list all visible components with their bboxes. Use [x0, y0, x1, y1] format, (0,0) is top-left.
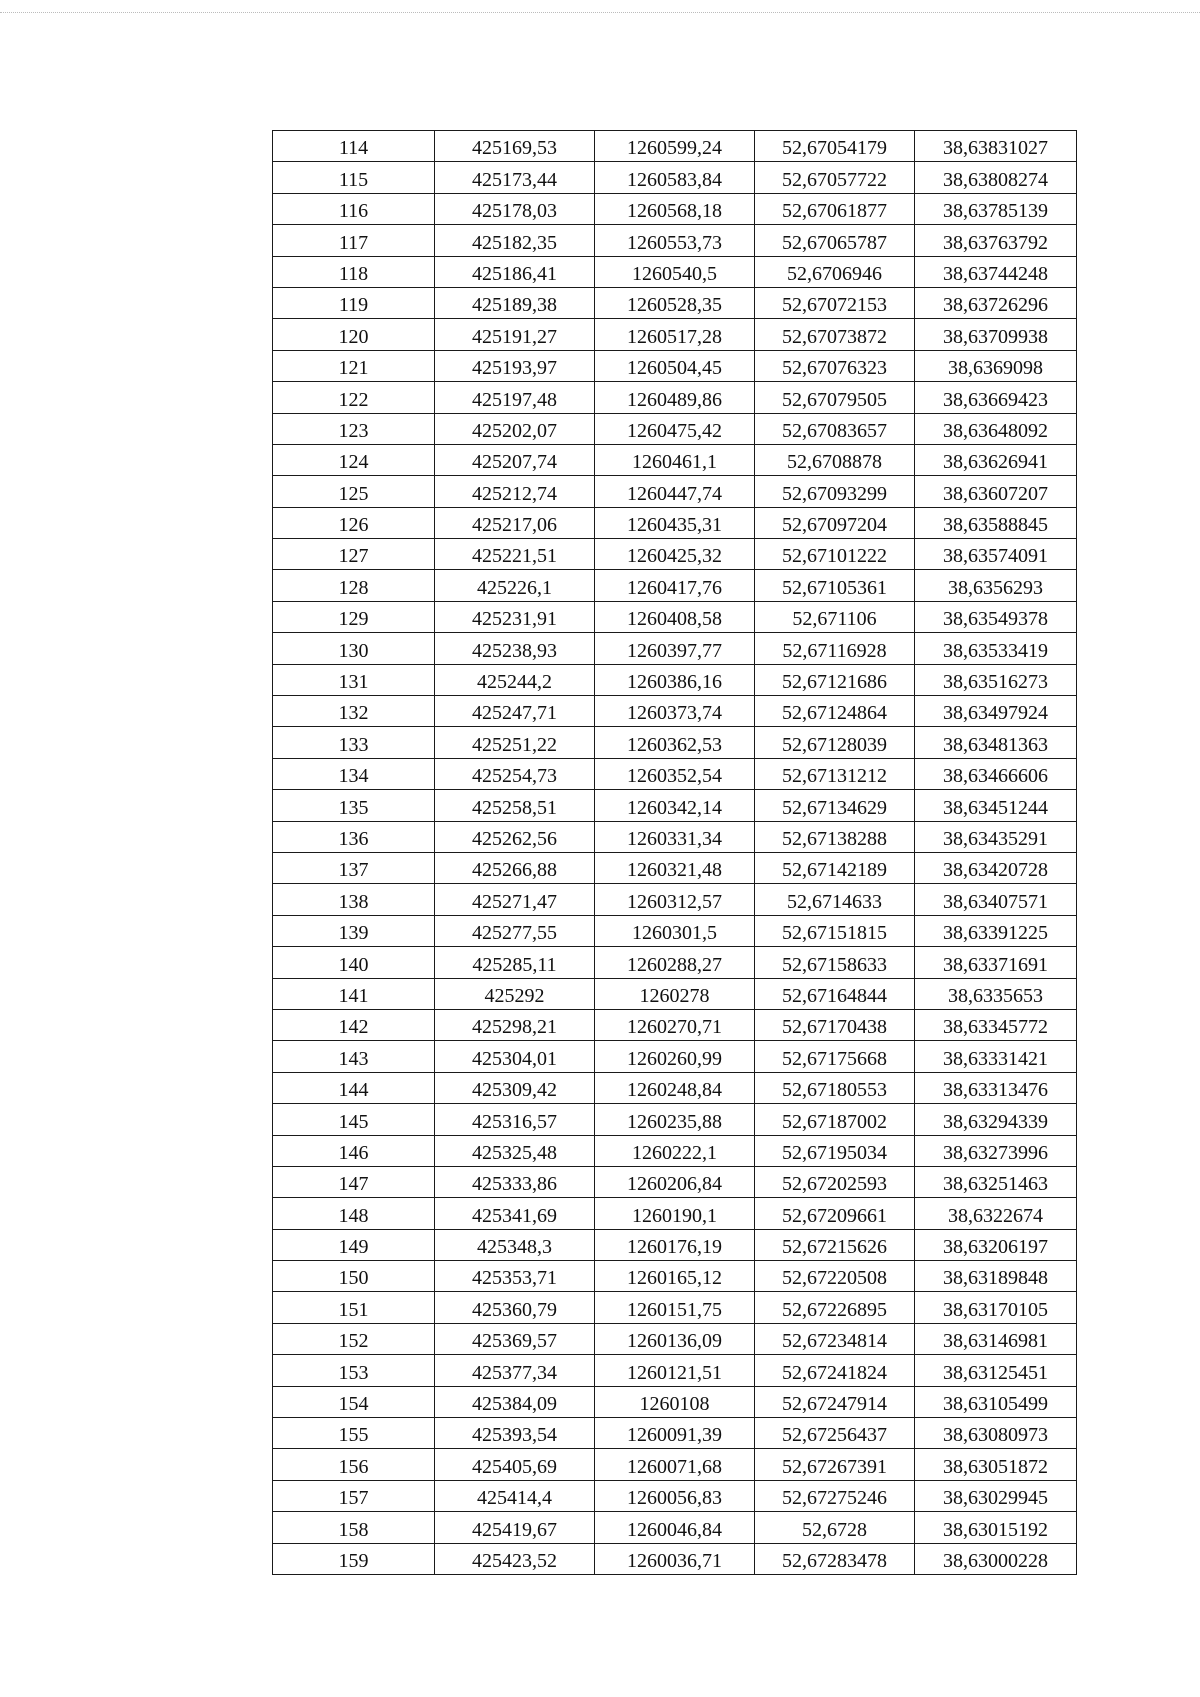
y-coordinate-cell: 1260321,48 — [595, 852, 755, 883]
point-number-cell: 148 — [273, 1198, 435, 1229]
scan-edge-line — [0, 12, 1200, 13]
latitude-cell: 52,67142189 — [755, 852, 915, 883]
table-row — [273, 1512, 1077, 1543]
y-coordinate-cell: 1260165,12 — [595, 1261, 755, 1292]
longitude-cell: 38,63273996 — [915, 1135, 1077, 1166]
x-coordinate-cell: 425191,27 — [435, 319, 595, 350]
point-number-cell: 150 — [273, 1261, 435, 1292]
point-number-cell: 136 — [273, 821, 435, 852]
latitude-cell: 52,67175668 — [755, 1041, 915, 1072]
y-coordinate-cell: 1260599,24 — [595, 131, 755, 162]
point-number-cell: 144 — [273, 1072, 435, 1103]
longitude-cell: 38,63345772 — [915, 1009, 1077, 1040]
point-number-cell: 118 — [273, 256, 435, 287]
x-coordinate-cell: 425271,47 — [435, 884, 595, 915]
latitude-cell: 52,67116928 — [755, 633, 915, 664]
point-number-cell: 127 — [273, 539, 435, 570]
longitude-cell: 38,63533419 — [915, 633, 1077, 664]
table-row — [273, 664, 1077, 695]
y-coordinate-cell: 1260046,84 — [595, 1512, 755, 1543]
longitude-cell: 38,63146981 — [915, 1323, 1077, 1354]
latitude-cell: 52,67187002 — [755, 1104, 915, 1135]
table-row — [273, 1355, 1077, 1386]
y-coordinate-cell: 1260190,1 — [595, 1198, 755, 1229]
latitude-cell: 52,67121686 — [755, 664, 915, 695]
table-row — [273, 225, 1077, 256]
point-number-cell: 138 — [273, 884, 435, 915]
table-row — [273, 1292, 1077, 1323]
y-coordinate-cell: 1260517,28 — [595, 319, 755, 350]
x-coordinate-cell: 425405,69 — [435, 1449, 595, 1480]
coordinates-table-body — [273, 131, 1077, 1575]
point-number-cell: 123 — [273, 413, 435, 444]
y-coordinate-cell: 1260121,51 — [595, 1355, 755, 1386]
x-coordinate-cell: 425226,1 — [435, 570, 595, 601]
longitude-cell: 38,63420728 — [915, 852, 1077, 883]
latitude-cell: 52,67072153 — [755, 287, 915, 318]
latitude-cell: 52,67054179 — [755, 131, 915, 162]
table-row — [273, 1323, 1077, 1354]
latitude-cell: 52,6714633 — [755, 884, 915, 915]
latitude-cell: 52,67241824 — [755, 1355, 915, 1386]
point-number-cell: 158 — [273, 1512, 435, 1543]
x-coordinate-cell: 425423,52 — [435, 1543, 595, 1574]
point-number-cell: 145 — [273, 1104, 435, 1135]
latitude-cell: 52,67093299 — [755, 476, 915, 507]
latitude-cell: 52,67057722 — [755, 162, 915, 193]
y-coordinate-cell: 1260260,99 — [595, 1041, 755, 1072]
x-coordinate-cell: 425182,35 — [435, 225, 595, 256]
latitude-cell: 52,67256437 — [755, 1418, 915, 1449]
y-coordinate-cell: 1260222,1 — [595, 1135, 755, 1166]
latitude-cell: 52,67202593 — [755, 1166, 915, 1197]
y-coordinate-cell: 1260056,83 — [595, 1480, 755, 1511]
table-row — [273, 821, 1077, 852]
longitude-cell: 38,63105499 — [915, 1386, 1077, 1417]
y-coordinate-cell: 1260331,34 — [595, 821, 755, 852]
y-coordinate-cell: 1260447,74 — [595, 476, 755, 507]
x-coordinate-cell: 425238,93 — [435, 633, 595, 664]
latitude-cell: 52,67151815 — [755, 915, 915, 946]
latitude-cell: 52,671106 — [755, 601, 915, 632]
longitude-cell: 38,63294339 — [915, 1104, 1077, 1135]
table-row — [273, 1543, 1077, 1574]
y-coordinate-cell: 1260362,53 — [595, 727, 755, 758]
table-row — [273, 696, 1077, 727]
table-row — [273, 790, 1077, 821]
table-row — [273, 570, 1077, 601]
y-coordinate-cell: 1260425,32 — [595, 539, 755, 570]
point-number-cell: 130 — [273, 633, 435, 664]
point-number-cell: 124 — [273, 444, 435, 475]
table-row — [273, 1104, 1077, 1135]
longitude-cell: 38,63607207 — [915, 476, 1077, 507]
latitude-cell: 52,67180553 — [755, 1072, 915, 1103]
longitude-cell: 38,63481363 — [915, 727, 1077, 758]
table-row — [273, 1198, 1077, 1229]
x-coordinate-cell: 425262,56 — [435, 821, 595, 852]
point-number-cell: 143 — [273, 1041, 435, 1072]
latitude-cell: 52,67275246 — [755, 1480, 915, 1511]
longitude-cell: 38,63206197 — [915, 1229, 1077, 1260]
point-number-cell: 155 — [273, 1418, 435, 1449]
longitude-cell: 38,63785139 — [915, 193, 1077, 224]
latitude-cell: 52,67226895 — [755, 1292, 915, 1323]
longitude-cell: 38,63497924 — [915, 696, 1077, 727]
y-coordinate-cell: 1260408,58 — [595, 601, 755, 632]
point-number-cell: 133 — [273, 727, 435, 758]
y-coordinate-cell: 1260417,76 — [595, 570, 755, 601]
x-coordinate-cell: 425309,42 — [435, 1072, 595, 1103]
table-row — [273, 1386, 1077, 1417]
table-row — [273, 1072, 1077, 1103]
table-row — [273, 256, 1077, 287]
y-coordinate-cell: 1260288,27 — [595, 947, 755, 978]
latitude-cell: 52,67124864 — [755, 696, 915, 727]
latitude-cell: 52,67134629 — [755, 790, 915, 821]
y-coordinate-cell: 1260397,77 — [595, 633, 755, 664]
point-number-cell: 141 — [273, 978, 435, 1009]
table-row — [273, 193, 1077, 224]
x-coordinate-cell: 425254,73 — [435, 758, 595, 789]
longitude-cell: 38,63391225 — [915, 915, 1077, 946]
y-coordinate-cell: 1260312,57 — [595, 884, 755, 915]
longitude-cell: 38,63313476 — [915, 1072, 1077, 1103]
point-number-cell: 159 — [273, 1543, 435, 1574]
y-coordinate-cell: 1260489,86 — [595, 382, 755, 413]
x-coordinate-cell: 425207,74 — [435, 444, 595, 475]
y-coordinate-cell: 1260136,09 — [595, 1323, 755, 1354]
longitude-cell: 38,6369098 — [915, 350, 1077, 381]
latitude-cell: 52,6728 — [755, 1512, 915, 1543]
longitude-cell: 38,6335653 — [915, 978, 1077, 1009]
point-number-cell: 151 — [273, 1292, 435, 1323]
coordinates-table — [272, 130, 1077, 1575]
longitude-cell: 38,63251463 — [915, 1166, 1077, 1197]
point-number-cell: 146 — [273, 1135, 435, 1166]
latitude-cell: 52,67195034 — [755, 1135, 915, 1166]
x-coordinate-cell: 425325,48 — [435, 1135, 595, 1166]
x-coordinate-cell: 425178,03 — [435, 193, 595, 224]
longitude-cell: 38,63451244 — [915, 790, 1077, 821]
latitude-cell: 52,67079505 — [755, 382, 915, 413]
y-coordinate-cell: 1260352,54 — [595, 758, 755, 789]
point-number-cell: 156 — [273, 1449, 435, 1480]
y-coordinate-cell: 1260206,84 — [595, 1166, 755, 1197]
latitude-cell: 52,6706946 — [755, 256, 915, 287]
table-row — [273, 350, 1077, 381]
point-number-cell: 149 — [273, 1229, 435, 1260]
x-coordinate-cell: 425197,48 — [435, 382, 595, 413]
table-row — [273, 1041, 1077, 1072]
x-coordinate-cell: 425414,4 — [435, 1480, 595, 1511]
x-coordinate-cell: 425304,01 — [435, 1041, 595, 1072]
latitude-cell: 52,67083657 — [755, 413, 915, 444]
longitude-cell: 38,63516273 — [915, 664, 1077, 695]
table-row — [273, 319, 1077, 350]
y-coordinate-cell: 1260342,14 — [595, 790, 755, 821]
longitude-cell: 38,63435291 — [915, 821, 1077, 852]
point-number-cell: 139 — [273, 915, 435, 946]
table-row — [273, 758, 1077, 789]
y-coordinate-cell: 1260386,16 — [595, 664, 755, 695]
table-row — [273, 444, 1077, 475]
latitude-cell: 52,67097204 — [755, 507, 915, 538]
point-number-cell: 153 — [273, 1355, 435, 1386]
longitude-cell: 38,63831027 — [915, 131, 1077, 162]
latitude-cell: 52,67101222 — [755, 539, 915, 570]
longitude-cell: 38,63029945 — [915, 1480, 1077, 1511]
x-coordinate-cell: 425173,44 — [435, 162, 595, 193]
longitude-cell: 38,63080973 — [915, 1418, 1077, 1449]
y-coordinate-cell: 1260151,75 — [595, 1292, 755, 1323]
longitude-cell: 38,63669423 — [915, 382, 1077, 413]
x-coordinate-cell: 425169,53 — [435, 131, 595, 162]
point-number-cell: 122 — [273, 382, 435, 413]
x-coordinate-cell: 425266,88 — [435, 852, 595, 883]
point-number-cell: 116 — [273, 193, 435, 224]
latitude-cell: 52,67234814 — [755, 1323, 915, 1354]
longitude-cell: 38,63588845 — [915, 507, 1077, 538]
y-coordinate-cell: 1260071,68 — [595, 1449, 755, 1480]
longitude-cell: 38,63726296 — [915, 287, 1077, 318]
y-coordinate-cell: 1260504,45 — [595, 350, 755, 381]
latitude-cell: 52,67076323 — [755, 350, 915, 381]
longitude-cell: 38,63763792 — [915, 225, 1077, 256]
x-coordinate-cell: 425384,09 — [435, 1386, 595, 1417]
x-coordinate-cell: 425285,11 — [435, 947, 595, 978]
point-number-cell: 135 — [273, 790, 435, 821]
x-coordinate-cell: 425393,54 — [435, 1418, 595, 1449]
longitude-cell: 38,63407571 — [915, 884, 1077, 915]
x-coordinate-cell: 425316,57 — [435, 1104, 595, 1135]
table-row — [273, 601, 1077, 632]
y-coordinate-cell: 1260373,74 — [595, 696, 755, 727]
point-number-cell: 114 — [273, 131, 435, 162]
point-number-cell: 131 — [273, 664, 435, 695]
x-coordinate-cell: 425212,74 — [435, 476, 595, 507]
x-coordinate-cell: 425258,51 — [435, 790, 595, 821]
longitude-cell: 38,63331421 — [915, 1041, 1077, 1072]
latitude-cell: 52,67215626 — [755, 1229, 915, 1260]
latitude-cell: 52,67138288 — [755, 821, 915, 852]
y-coordinate-cell: 1260270,71 — [595, 1009, 755, 1040]
x-coordinate-cell: 425419,67 — [435, 1512, 595, 1543]
latitude-cell: 52,67073872 — [755, 319, 915, 350]
table-row — [273, 1009, 1077, 1040]
table-row — [273, 162, 1077, 193]
y-coordinate-cell: 1260435,31 — [595, 507, 755, 538]
table-row — [273, 978, 1077, 1009]
table-row — [273, 727, 1077, 758]
longitude-cell: 38,63015192 — [915, 1512, 1077, 1543]
x-coordinate-cell: 425186,41 — [435, 256, 595, 287]
longitude-cell: 38,63189848 — [915, 1261, 1077, 1292]
x-coordinate-cell: 425348,3 — [435, 1229, 595, 1260]
y-coordinate-cell: 1260091,39 — [595, 1418, 755, 1449]
longitude-cell: 38,63466606 — [915, 758, 1077, 789]
longitude-cell: 38,63170105 — [915, 1292, 1077, 1323]
latitude-cell: 52,67170438 — [755, 1009, 915, 1040]
point-number-cell: 147 — [273, 1166, 435, 1197]
longitude-cell: 38,63626941 — [915, 444, 1077, 475]
x-coordinate-cell: 425377,34 — [435, 1355, 595, 1386]
x-coordinate-cell: 425333,86 — [435, 1166, 595, 1197]
point-number-cell: 119 — [273, 287, 435, 318]
x-coordinate-cell: 425360,79 — [435, 1292, 595, 1323]
table-row — [273, 633, 1077, 664]
y-coordinate-cell: 1260583,84 — [595, 162, 755, 193]
table-row — [273, 539, 1077, 570]
table-row — [273, 884, 1077, 915]
latitude-cell: 52,67131212 — [755, 758, 915, 789]
point-number-cell: 157 — [273, 1480, 435, 1511]
point-number-cell: 140 — [273, 947, 435, 978]
latitude-cell: 52,67065787 — [755, 225, 915, 256]
point-number-cell: 154 — [273, 1386, 435, 1417]
latitude-cell: 52,67247914 — [755, 1386, 915, 1417]
x-coordinate-cell: 425341,69 — [435, 1198, 595, 1229]
y-coordinate-cell: 1260248,84 — [595, 1072, 755, 1103]
longitude-cell: 38,63648092 — [915, 413, 1077, 444]
x-coordinate-cell: 425202,07 — [435, 413, 595, 444]
point-number-cell: 142 — [273, 1009, 435, 1040]
longitude-cell: 38,6322674 — [915, 1198, 1077, 1229]
point-number-cell: 120 — [273, 319, 435, 350]
point-number-cell: 125 — [273, 476, 435, 507]
x-coordinate-cell: 425292 — [435, 978, 595, 1009]
table-row — [273, 1135, 1077, 1166]
y-coordinate-cell: 1260036,71 — [595, 1543, 755, 1574]
table-row — [273, 507, 1077, 538]
x-coordinate-cell: 425247,71 — [435, 696, 595, 727]
point-number-cell: 132 — [273, 696, 435, 727]
y-coordinate-cell: 1260540,5 — [595, 256, 755, 287]
longitude-cell: 38,63051872 — [915, 1449, 1077, 1480]
point-number-cell: 126 — [273, 507, 435, 538]
latitude-cell: 52,67105361 — [755, 570, 915, 601]
table-row — [273, 413, 1077, 444]
point-number-cell: 134 — [273, 758, 435, 789]
point-number-cell: 129 — [273, 601, 435, 632]
point-number-cell: 152 — [273, 1323, 435, 1354]
x-coordinate-cell: 425277,55 — [435, 915, 595, 946]
latitude-cell: 52,6708878 — [755, 444, 915, 475]
x-coordinate-cell: 425193,97 — [435, 350, 595, 381]
longitude-cell: 38,63744248 — [915, 256, 1077, 287]
table-row — [273, 1480, 1077, 1511]
table-row — [273, 1449, 1077, 1480]
point-number-cell: 117 — [273, 225, 435, 256]
y-coordinate-cell: 1260176,19 — [595, 1229, 755, 1260]
table-row — [273, 1166, 1077, 1197]
latitude-cell: 52,67283478 — [755, 1543, 915, 1574]
x-coordinate-cell: 425244,2 — [435, 664, 595, 695]
x-coordinate-cell: 425221,51 — [435, 539, 595, 570]
x-coordinate-cell: 425353,71 — [435, 1261, 595, 1292]
x-coordinate-cell: 425298,21 — [435, 1009, 595, 1040]
point-number-cell: 137 — [273, 852, 435, 883]
y-coordinate-cell: 1260475,42 — [595, 413, 755, 444]
point-number-cell: 121 — [273, 350, 435, 381]
longitude-cell: 38,6356293 — [915, 570, 1077, 601]
latitude-cell: 52,67220508 — [755, 1261, 915, 1292]
longitude-cell: 38,63000228 — [915, 1543, 1077, 1574]
y-coordinate-cell: 1260235,88 — [595, 1104, 755, 1135]
longitude-cell: 38,63808274 — [915, 162, 1077, 193]
longitude-cell: 38,63549378 — [915, 601, 1077, 632]
x-coordinate-cell: 425189,38 — [435, 287, 595, 318]
longitude-cell: 38,63709938 — [915, 319, 1077, 350]
point-number-cell: 128 — [273, 570, 435, 601]
x-coordinate-cell: 425251,22 — [435, 727, 595, 758]
y-coordinate-cell: 1260553,73 — [595, 225, 755, 256]
table-row — [273, 287, 1077, 318]
latitude-cell: 52,67128039 — [755, 727, 915, 758]
longitude-cell: 38,63125451 — [915, 1355, 1077, 1386]
latitude-cell: 52,67164844 — [755, 978, 915, 1009]
y-coordinate-cell: 1260568,18 — [595, 193, 755, 224]
longitude-cell: 38,63574091 — [915, 539, 1077, 570]
table-row — [273, 382, 1077, 413]
longitude-cell: 38,63371691 — [915, 947, 1077, 978]
x-coordinate-cell: 425217,06 — [435, 507, 595, 538]
latitude-cell: 52,67209661 — [755, 1198, 915, 1229]
latitude-cell: 52,67061877 — [755, 193, 915, 224]
table-row — [273, 1261, 1077, 1292]
table-row — [273, 476, 1077, 507]
table-row — [273, 1229, 1077, 1260]
x-coordinate-cell: 425369,57 — [435, 1323, 595, 1354]
table-row — [273, 852, 1077, 883]
y-coordinate-cell: 1260278 — [595, 978, 755, 1009]
y-coordinate-cell: 1260108 — [595, 1386, 755, 1417]
y-coordinate-cell: 1260461,1 — [595, 444, 755, 475]
latitude-cell: 52,67158633 — [755, 947, 915, 978]
latitude-cell: 52,67267391 — [755, 1449, 915, 1480]
table-row — [273, 131, 1077, 162]
x-coordinate-cell: 425231,91 — [435, 601, 595, 632]
point-number-cell: 115 — [273, 162, 435, 193]
table-row — [273, 915, 1077, 946]
y-coordinate-cell: 1260528,35 — [595, 287, 755, 318]
y-coordinate-cell: 1260301,5 — [595, 915, 755, 946]
table-row — [273, 1418, 1077, 1449]
table-row — [273, 947, 1077, 978]
